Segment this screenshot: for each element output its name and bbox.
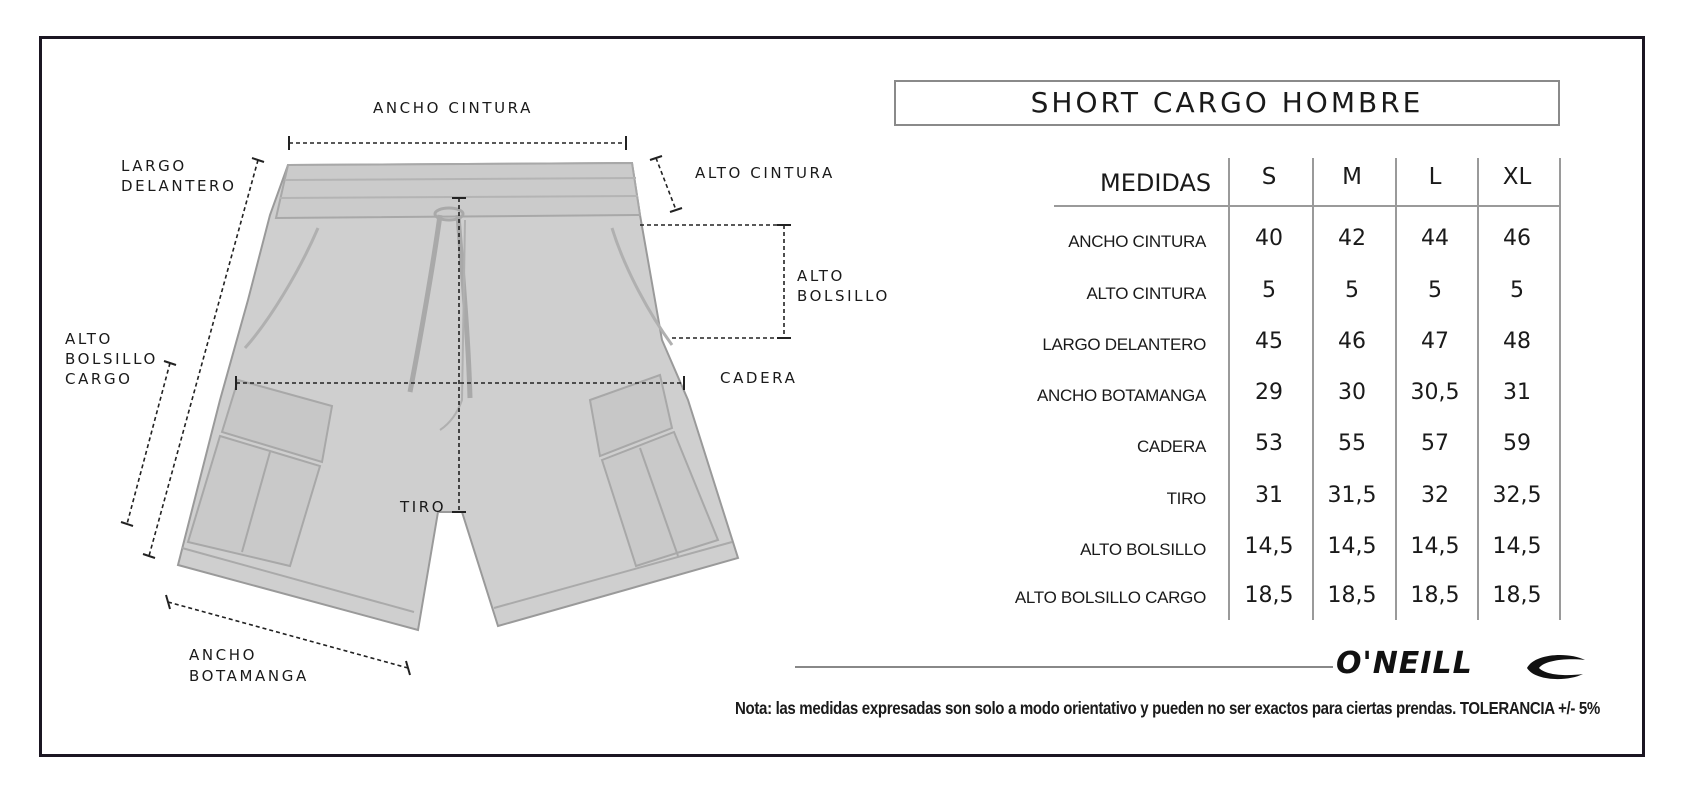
label-alto-bolsillo-line1: ALTO <box>797 267 845 285</box>
row-label: LARGO DELANTERO <box>1042 335 1206 354</box>
table-cell: 14,5 <box>1410 534 1460 559</box>
label-alto-bolsillo-cargo-line1: ALTO <box>65 330 113 348</box>
table-cell: 53 <box>1255 431 1283 456</box>
label-alto-bolsillo-line2: BOLSILLO <box>797 287 890 305</box>
row-label: ANCHO CINTURA <box>1068 232 1206 251</box>
table-cell: 5 <box>1262 278 1276 303</box>
label-largo-delantero-line2: DELANTERO <box>121 177 237 195</box>
table-cell: 40 <box>1255 226 1283 251</box>
table-cell: 46 <box>1503 226 1531 251</box>
label-cadera: CADERA <box>720 369 798 387</box>
table-cell: 18,5 <box>1492 583 1542 608</box>
table-cell: 18,5 <box>1410 583 1460 608</box>
table-header-size-m: M <box>1342 164 1362 190</box>
table-cell: 59 <box>1503 431 1531 456</box>
measure-alto-bolsillo-cargo <box>127 363 170 524</box>
label-alto-bolsillo-cargo-line2: BOLSILLO <box>65 350 158 368</box>
label-ancho-botamanga-line2: BOTAMANGA <box>189 667 309 685</box>
label-ancho-botamanga-line1: ANCHO <box>189 646 258 664</box>
brand-logo-text: O'NEILL <box>1336 646 1473 681</box>
table-cell: 55 <box>1338 431 1366 456</box>
row-label: ALTO BOLSILLO <box>1080 540 1206 559</box>
table-cell: 14,5 <box>1244 534 1294 559</box>
label-ancho-cintura: ANCHO CINTURA <box>373 99 533 117</box>
table-cell: 32,5 <box>1492 483 1542 508</box>
oneill-wave-icon <box>1525 654 1587 682</box>
table-cell: 45 <box>1255 329 1283 354</box>
shorts-illustration <box>178 163 738 630</box>
table-header-size-xl: XL <box>1502 164 1532 190</box>
table-cell: 57 <box>1421 431 1449 456</box>
table-cell: 14,5 <box>1327 534 1377 559</box>
table-cell: 30,5 <box>1410 380 1460 405</box>
row-label: ANCHO BOTAMANGA <box>1037 386 1206 405</box>
table-cell: 48 <box>1503 329 1531 354</box>
row-label: ALTO BOLSILLO CARGO <box>1014 588 1206 607</box>
table-cell: 14,5 <box>1492 534 1542 559</box>
table-column-divider <box>1559 158 1561 620</box>
table-cell: 46 <box>1338 329 1366 354</box>
table-cell: 47 <box>1421 329 1449 354</box>
table-header-medidas: MEDIDAS <box>1100 169 1212 197</box>
row-label: TIRO <box>1166 489 1206 508</box>
row-label: CADERA <box>1136 437 1206 456</box>
table-cell: 29 <box>1255 380 1283 405</box>
table-header-size-l: L <box>1428 164 1442 190</box>
label-tiro: TIRO <box>400 498 447 516</box>
table-cell: 18,5 <box>1244 583 1294 608</box>
table-cell: 18,5 <box>1327 583 1377 608</box>
footer-rule <box>795 666 1333 668</box>
label-alto-cintura: ALTO CINTURA <box>695 164 835 182</box>
measure-alto-cintura <box>656 158 676 210</box>
table-cell: 31 <box>1255 483 1283 508</box>
table-header-size-s: S <box>1261 164 1277 190</box>
table-cell: 5 <box>1510 278 1524 303</box>
table-cell: 31,5 <box>1327 483 1377 508</box>
table-cell: 31 <box>1503 380 1531 405</box>
table-cell: 30 <box>1338 380 1366 405</box>
table-cell: 42 <box>1338 226 1366 251</box>
page-title: SHORT CARGO HOMBRE <box>894 80 1560 126</box>
label-alto-bolsillo-cargo-line3: CARGO <box>65 370 133 388</box>
table-cell: 44 <box>1421 226 1449 251</box>
disclaimer-note: Nota: las medidas expresadas son solo a modo orientativo y pueden no ser exactos para ciertas prendas. TOLERANCIA +/- 5% <box>735 698 1600 718</box>
table-cell: 5 <box>1345 278 1359 303</box>
table-header-divider <box>1054 205 1560 207</box>
table-cell: 32 <box>1421 483 1449 508</box>
label-largo-delantero-line1: LARGO <box>121 157 187 175</box>
table-cell: 5 <box>1428 278 1442 303</box>
row-label: ALTO CINTURA <box>1086 284 1206 303</box>
